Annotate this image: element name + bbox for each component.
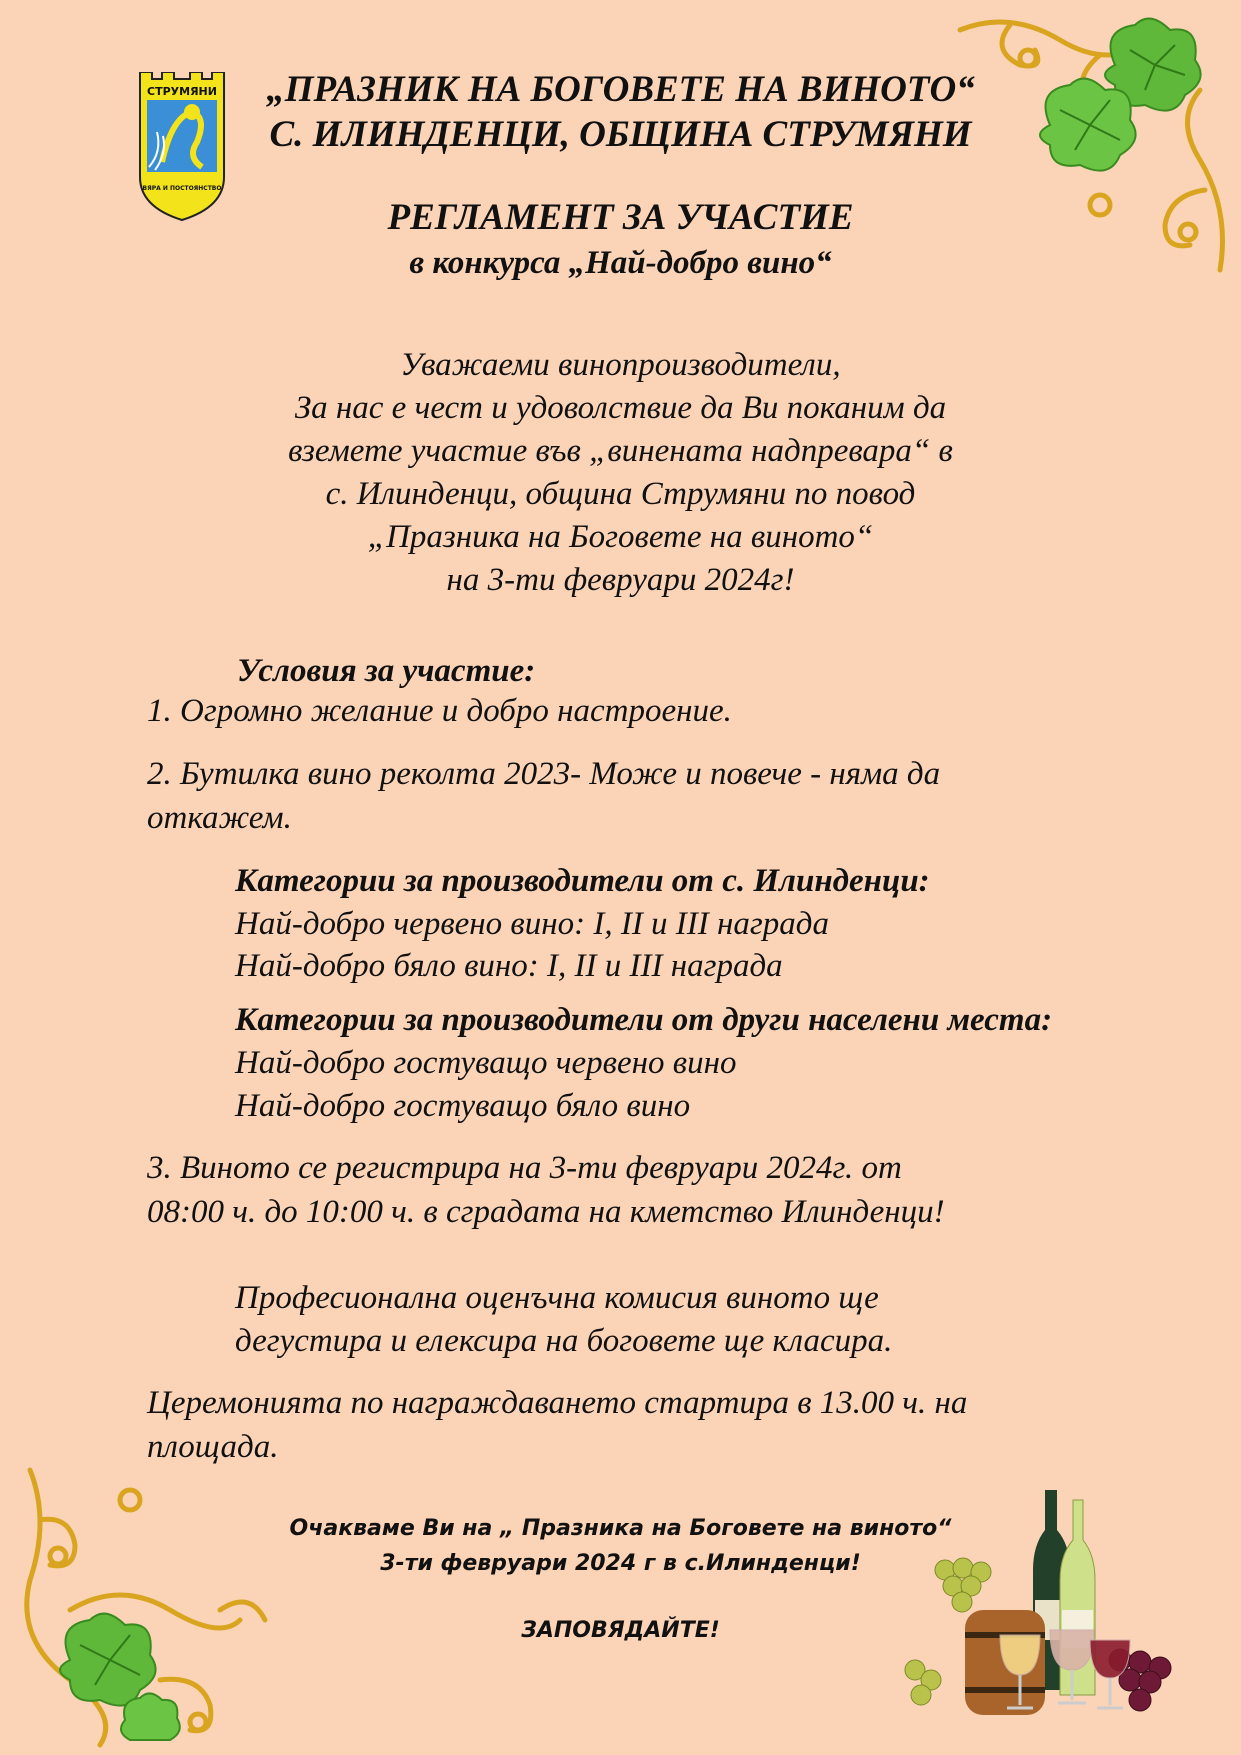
crest-top-text: СТРУМЯНИ — [147, 85, 217, 98]
invitation-line: За нас е чест и удоволствие да Ви поканим да — [294, 390, 947, 426]
crest-bottom-text: ВЯРА И ПОСТОЯНСТВО — [142, 185, 222, 192]
commission-line2: дегустира и елексира на боговете ще класира. — [235, 1323, 893, 1359]
conditions-heading: Условия за участие: — [237, 653, 536, 689]
vine-ornament-bottom-left — [10, 1460, 280, 1750]
condition-item-1: 1. Огромно желание и добро настроение. — [147, 693, 732, 729]
festival-title: „ПРАЗНИК НА БОГОВЕТЕ НА ВИНОТО“ — [266, 69, 975, 110]
regulation-heading: РЕГЛАМЕНТ ЗА УЧАСТИЕ — [387, 197, 854, 238]
commission-line1: Професионална оценъчна комисия виното ще — [235, 1280, 879, 1316]
invitation-line: с. Илинденци, община Струмяни по повод — [325, 476, 916, 512]
local-category-item: Най-добро бяло вино: I, II и III награда — [235, 948, 783, 984]
regulation-subheading: в конкурса „Най-добро вино“ — [409, 245, 832, 281]
condition-item-2-line1: 2. Бутилка вино реколта 2023- Може и повече - няма да — [147, 756, 941, 792]
invitation-line: Уважаеми винопроизводители, — [400, 347, 841, 383]
condition-item-2-line2: откажем. — [147, 800, 292, 836]
local-categories-heading: Категории за производители от с. Илинденци: — [235, 863, 930, 899]
closing-line1: Очакваме Ви на „ Празника на Боговете на виното“ — [289, 1516, 952, 1541]
ceremony-line1: Церемонията по награждаването стартира в 13.00 ч. на — [147, 1385, 968, 1421]
condition-item-3-line2: 08:00 ч. до 10:00 ч. в сградата на кметство Илинденци! — [147, 1194, 945, 1230]
invitation-line: „Празника на Боговете на виното“ — [367, 519, 874, 555]
invitation-line: вземете участие във „винената надпревара“ в — [288, 433, 953, 469]
invitation-text — [0, 344, 1241, 602]
guest-category-item: Най-добро гостуващо бяло вино — [235, 1088, 691, 1124]
condition-item-3-line1: 3. Виното се регистрира на 3-ти февруари 2024г. от — [147, 1150, 902, 1186]
welcome-text: ЗАПОВЯДАЙТЕ! — [521, 1618, 720, 1643]
invitation-line: на 3-ти февруари 2024г! — [446, 562, 795, 598]
closing-line2: 3-ти февруари 2024 г в с.Илинденци! — [380, 1551, 861, 1576]
local-category-item: Най-добро червено вино: I, II и III награда — [235, 906, 829, 942]
guest-category-item: Най-добро гостуващо червено вино — [235, 1045, 737, 1081]
ceremony-line2: площада. — [147, 1429, 279, 1465]
festival-location: С. ИЛИНДЕНЦИ, ОБЩИНА СТРУМЯНИ — [269, 114, 972, 155]
guest-categories-heading: Категории за производители от други населени места: — [235, 1002, 1053, 1038]
